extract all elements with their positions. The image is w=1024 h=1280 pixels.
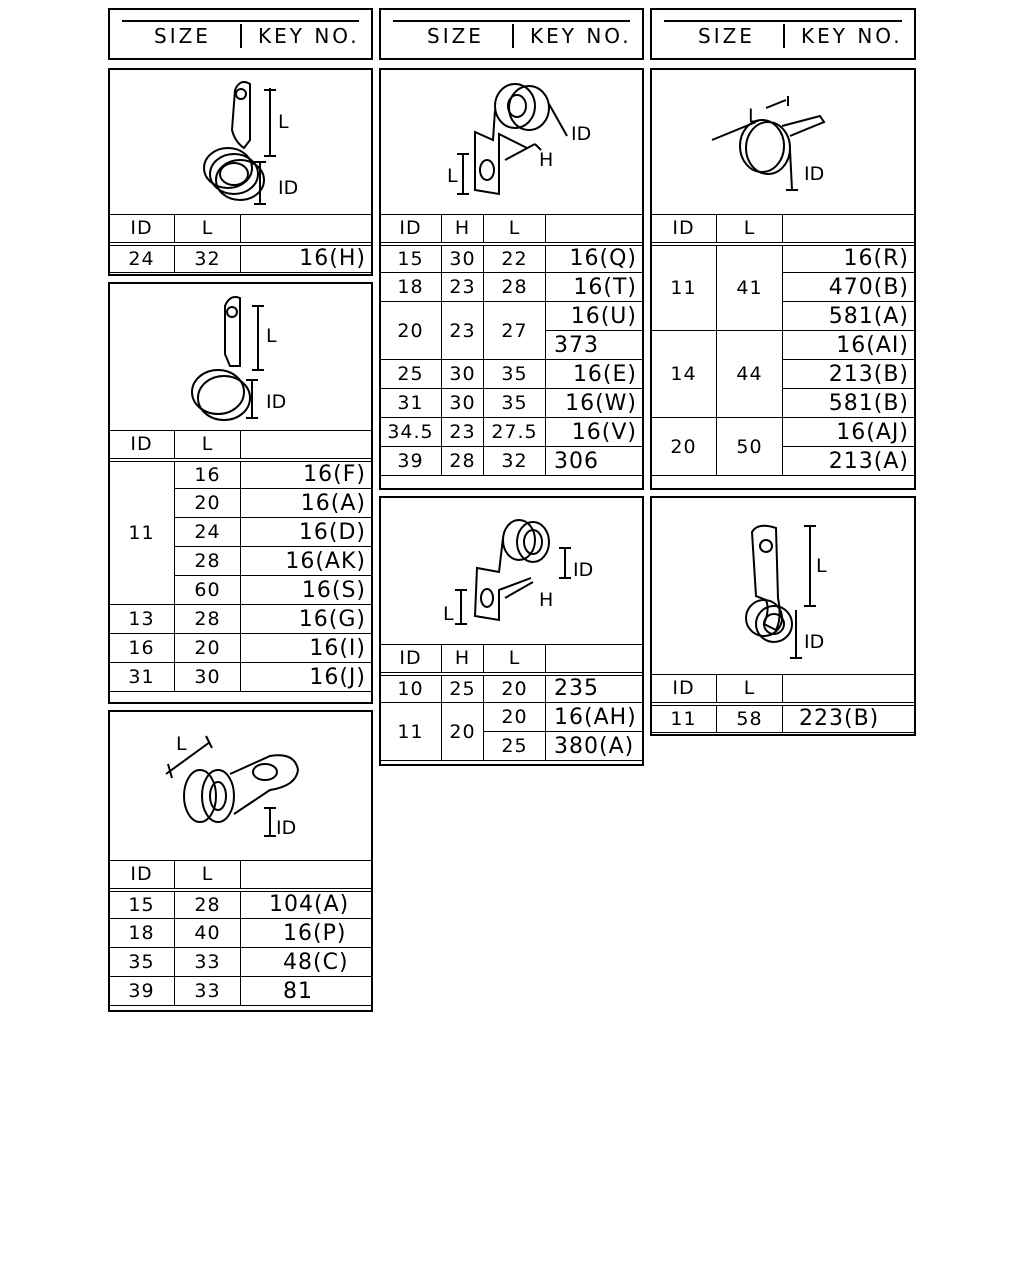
key-number[interactable]: 16(D) [241, 518, 373, 547]
bracket-clamp-drawing [381, 498, 642, 644]
size-table-7 [650, 674, 916, 733]
key-number[interactable]: 16(W) [546, 389, 644, 418]
col-key [783, 215, 916, 244]
header-box-1 [108, 8, 373, 60]
clamp-panel-2 [108, 282, 373, 704]
table-row: 20 23 27 16(U) [380, 302, 644, 331]
key-number[interactable]: 16(AJ) [783, 418, 916, 447]
dim-label-h: H [539, 149, 554, 171]
table-row: 25 380(A) [380, 732, 644, 761]
col-key [546, 215, 644, 244]
col-l: L [175, 861, 241, 890]
table-row: 16 20 16(I) [109, 634, 373, 663]
key-number[interactable]: 223(B) [783, 704, 916, 733]
table-row: 18 40 16(P) [109, 919, 373, 948]
key-number[interactable]: 104(A) [241, 890, 373, 919]
key-number[interactable]: 16(S) [241, 576, 373, 605]
size-table-6 [650, 214, 916, 476]
table-row: 18 23 28 16(T) [380, 273, 644, 302]
clamp-panel-1 [108, 68, 373, 276]
dim-label-l: L [176, 733, 187, 755]
clamp-panel-5 [379, 496, 644, 766]
col-l: L [717, 215, 783, 244]
table-row: 24 32 16(H) [109, 244, 373, 273]
col-l: L [484, 215, 546, 244]
size-header: SIZE [698, 24, 755, 48]
table-row: 25 30 35 16(E) [380, 360, 644, 389]
table-row: 11 20 20 16(AH) [380, 703, 644, 732]
col-l: L [175, 431, 241, 460]
table-row: 39 28 32 306 [380, 447, 644, 476]
key-number[interactable]: 16(J) [241, 663, 373, 692]
key-number[interactable]: 16(U) [546, 302, 644, 331]
key-number[interactable]: 380(A) [546, 732, 644, 761]
table-row: 10 25 20 235 [380, 674, 644, 703]
table-row: 15 30 22 16(Q) [380, 244, 644, 273]
size-table-1 [108, 214, 373, 273]
header-box-3 [650, 8, 916, 60]
table-row: 60 16(S) [109, 576, 373, 605]
key-number[interactable]: 235 [546, 674, 644, 703]
table-row: 14 44 16(AI) [651, 331, 916, 360]
table-row: 35 33 48(C) [109, 948, 373, 977]
col-key [241, 861, 373, 890]
table-row: 31 30 16(J) [109, 663, 373, 692]
size-table-5 [379, 644, 644, 761]
loop-clamp-drawing [110, 70, 371, 216]
size-header: SIZE [427, 24, 484, 48]
key-number[interactable]: 16(Q) [546, 244, 644, 273]
key-number[interactable]: 16(A) [241, 489, 373, 518]
dim-label-l: L [278, 111, 289, 133]
col-l: L [175, 215, 241, 244]
dim-label-id: ID [804, 631, 825, 653]
col-id: ID [380, 645, 442, 674]
key-number[interactable]: 16(AH) [546, 703, 644, 732]
dim-label-id: ID [276, 817, 297, 839]
table-row: 28 16(AK) [109, 547, 373, 576]
key-number[interactable]: 306 [546, 447, 644, 476]
size-table-3 [108, 860, 373, 1006]
table-row: 11 16 16(F) [109, 460, 373, 489]
key-no-header: KEY NO. [530, 24, 632, 48]
key-number[interactable]: 16(R) [783, 244, 916, 273]
bracket-clamp-drawing [381, 70, 642, 216]
header-box-2 [379, 8, 644, 60]
table-row: 11 58 223(B) [651, 704, 916, 733]
key-number[interactable]: 213(A) [783, 447, 916, 476]
col-h: H [442, 215, 484, 244]
key-number[interactable]: 470(B) [783, 273, 916, 302]
key-number[interactable]: 16(H) [241, 244, 373, 273]
size-table-4 [379, 214, 644, 476]
key-no-header: KEY NO. [258, 24, 360, 48]
key-number[interactable]: 213(B) [783, 360, 916, 389]
key-number[interactable]: 16(V) [546, 418, 644, 447]
p-clamp-drawing [652, 498, 914, 674]
table-row: 39 33 81 [109, 977, 373, 1006]
key-number[interactable]: 581(A) [783, 302, 916, 331]
key-number[interactable]: 16(AI) [783, 331, 916, 360]
loop-clamp-drawing [110, 284, 371, 430]
size-header: SIZE [154, 24, 211, 48]
dim-label-id: ID [266, 391, 287, 413]
key-number[interactable]: 16(AK) [241, 547, 373, 576]
dim-label-id: ID [804, 163, 825, 185]
table-row: 13 28 16(G) [109, 605, 373, 634]
clamp-panel-6 [650, 68, 916, 490]
key-number[interactable]: 16(I) [241, 634, 373, 663]
key-number[interactable]: 373 [546, 331, 644, 360]
table-row: 20 16(A) [109, 489, 373, 518]
dim-label-l: L [447, 165, 458, 187]
key-number[interactable]: 16(F) [241, 460, 373, 489]
col-id: ID [109, 215, 175, 244]
clamp-panel-3 [108, 710, 373, 1012]
dim-label-id: ID [571, 123, 592, 145]
dim-label-l: L [748, 105, 759, 127]
col-id: ID [109, 861, 175, 890]
col-h: H [442, 645, 484, 674]
key-number[interactable]: 16(E) [546, 360, 644, 389]
key-number[interactable]: 16(G) [241, 605, 373, 634]
key-no-header: KEY NO. [801, 24, 903, 48]
table-row: 15 28 104(A) [109, 890, 373, 919]
dim-label-id: ID [278, 177, 299, 199]
dim-label-l: L [266, 325, 277, 347]
key-number[interactable]: 16(P) [241, 919, 373, 948]
key-number[interactable]: 48(C) [241, 948, 373, 977]
table-row: 20 50 16(AJ) [651, 418, 916, 447]
dim-label-id: ID [573, 559, 594, 581]
col-id: ID [109, 431, 175, 460]
col-key [241, 431, 373, 460]
band-clamp-drawing [652, 70, 914, 216]
col-id: ID [380, 215, 442, 244]
table-row: 31 30 35 16(W) [380, 389, 644, 418]
cushion-clamp-drawing [110, 712, 371, 860]
col-key [546, 645, 644, 674]
dim-label-h: H [539, 589, 554, 611]
col-key [241, 215, 373, 244]
col-l: L [717, 675, 783, 704]
size-table-2 [108, 430, 373, 692]
col-l: L [484, 645, 546, 674]
clamp-panel-4 [379, 68, 644, 490]
dim-label-l: L [443, 603, 454, 625]
table-row: 11 41 16(R) [651, 244, 916, 273]
table-row: 34.5 23 27.5 16(V) [380, 418, 644, 447]
clamp-panel-7 [650, 496, 916, 736]
col-key [783, 675, 916, 704]
key-number[interactable]: 81 [241, 977, 373, 1006]
table-row: 24 16(D) [109, 518, 373, 547]
key-number[interactable]: 581(B) [783, 389, 916, 418]
col-id: ID [651, 215, 717, 244]
key-number[interactable]: 16(T) [546, 273, 644, 302]
col-id: ID [651, 675, 717, 704]
dim-label-l: L [816, 555, 827, 577]
